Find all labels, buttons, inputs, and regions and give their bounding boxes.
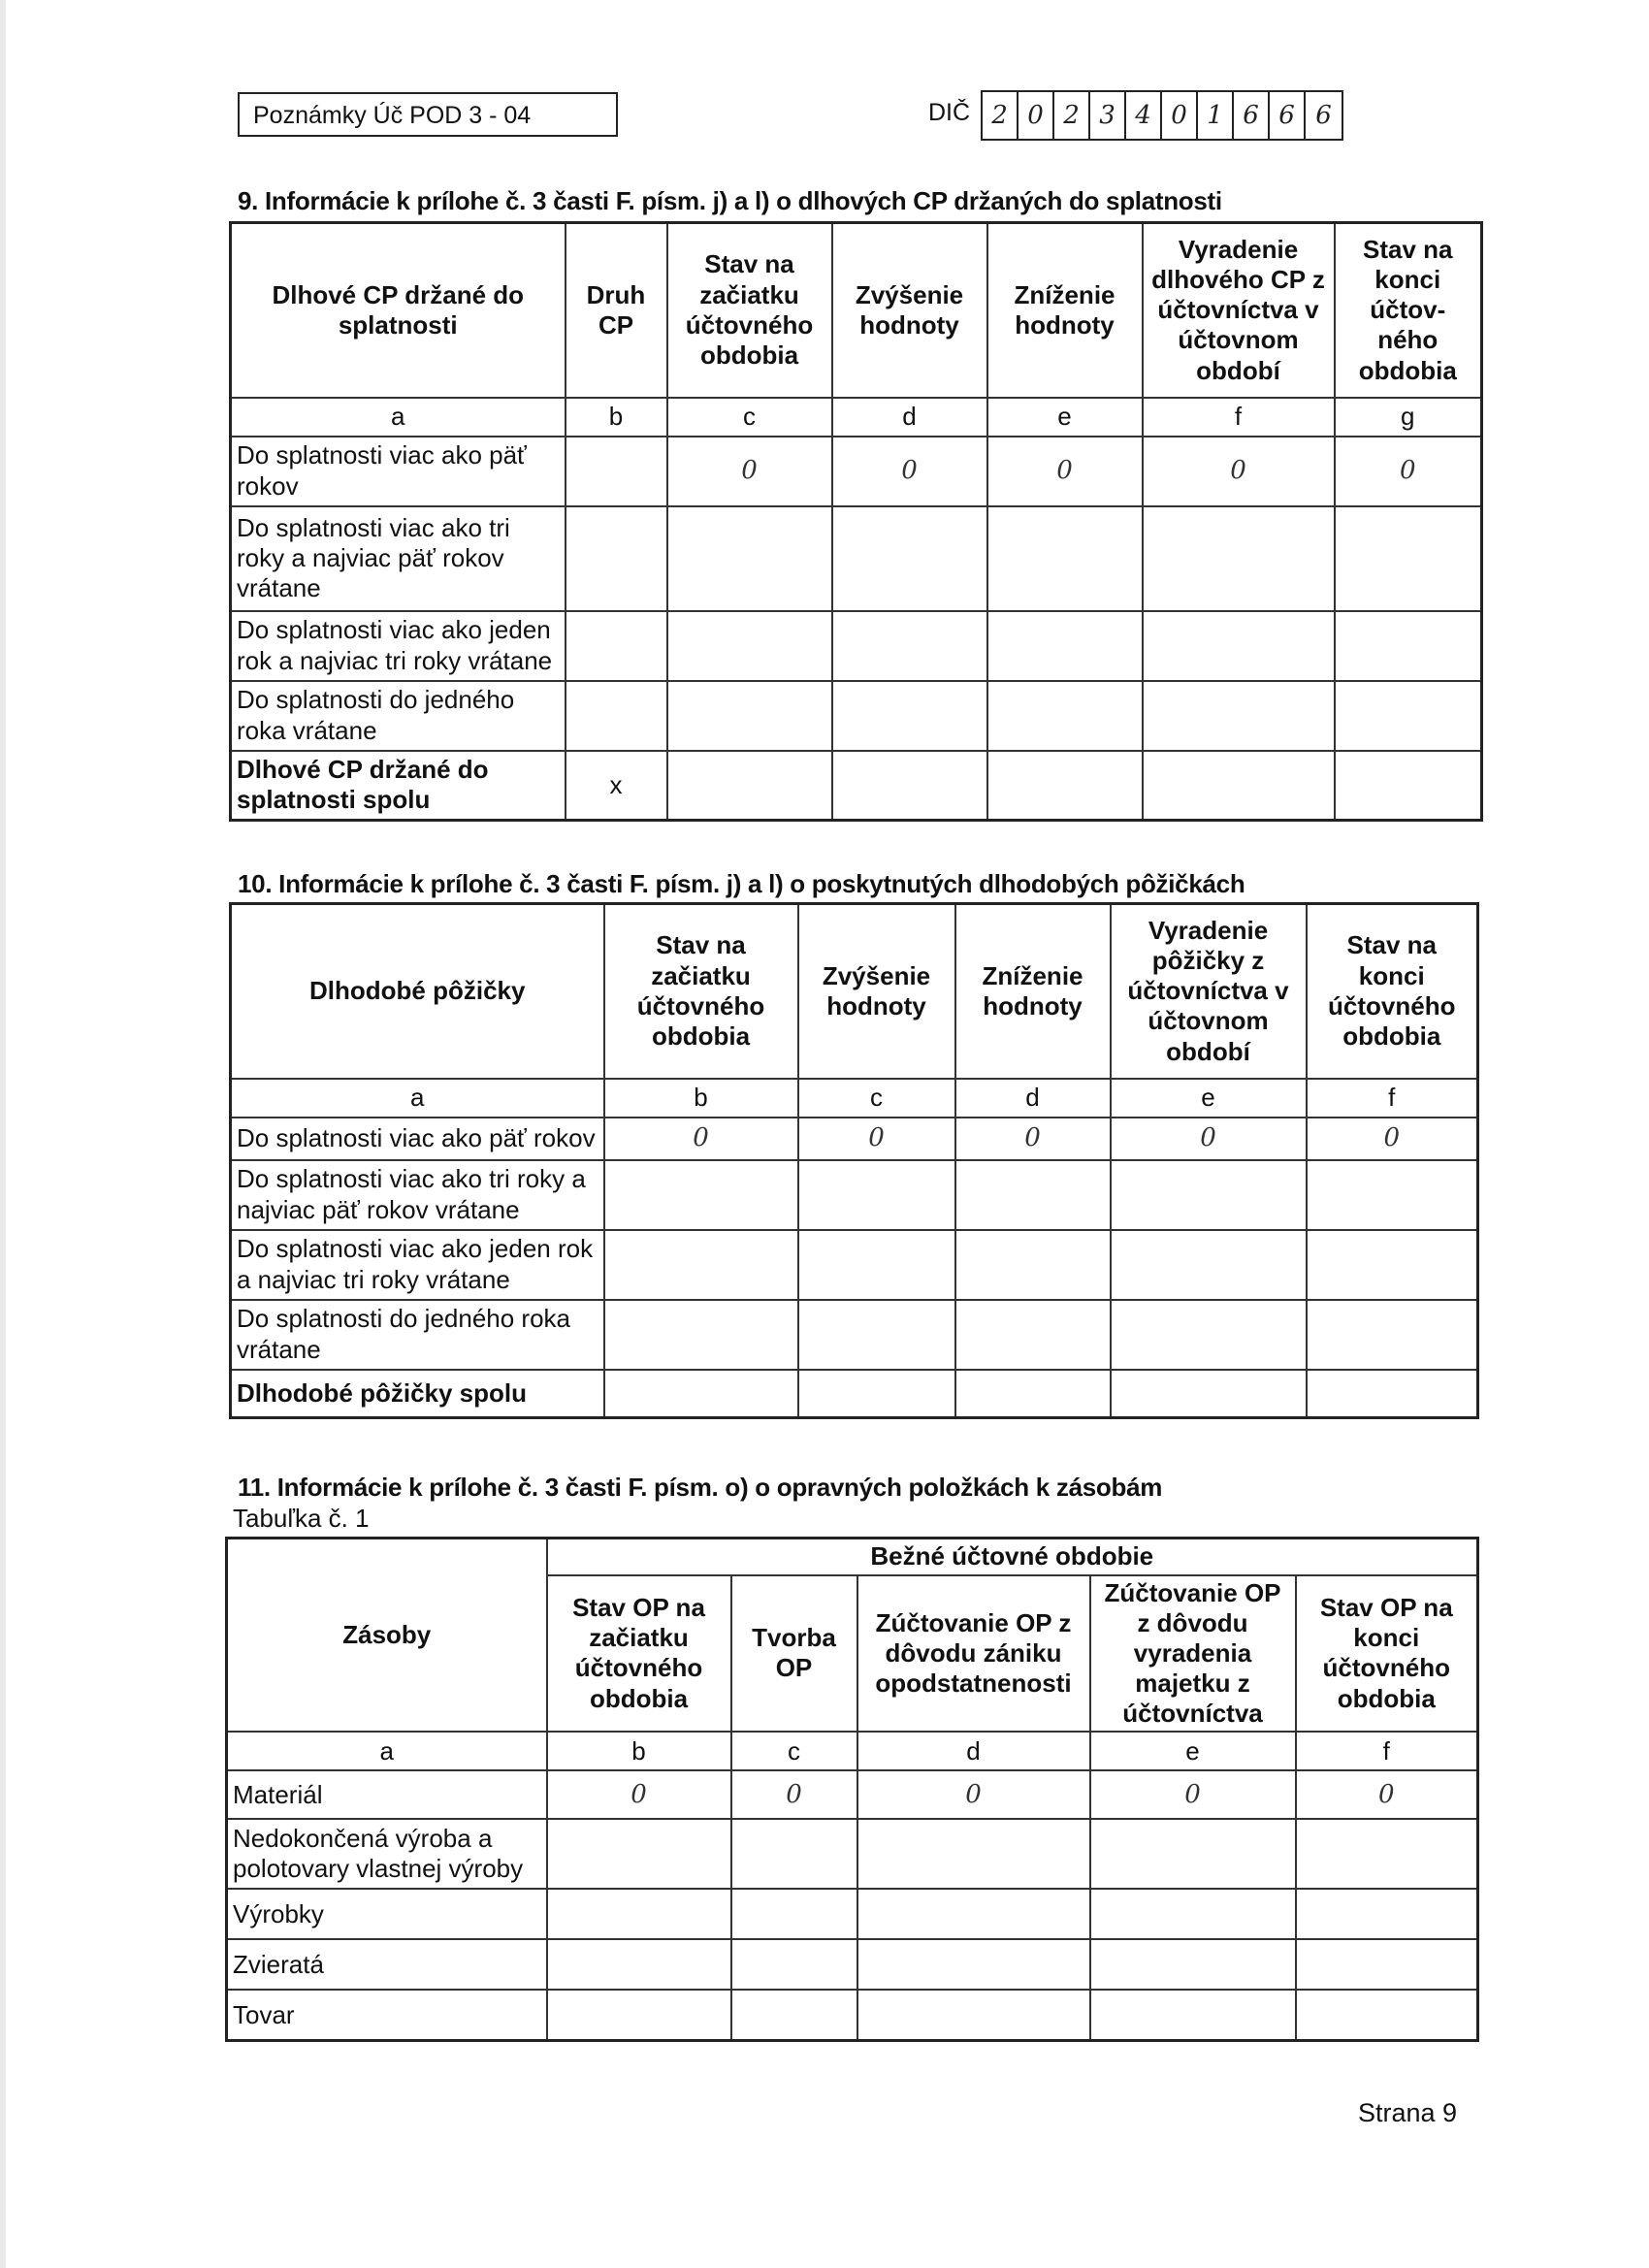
cell-value: 0 bbox=[731, 1770, 857, 1819]
section11-group-row bbox=[227, 1539, 1478, 1575]
cell-value bbox=[1307, 1370, 1478, 1418]
section10-title: 10. Informácie k prílohe č. 3 časti F. písm. j) a l) o poskytnutých dlhodobých pôžičkách bbox=[238, 869, 1245, 898]
col-letter: a bbox=[231, 1079, 604, 1118]
cell-value bbox=[1335, 681, 1482, 751]
cell-value bbox=[955, 1160, 1111, 1230]
row-label: Do splatnosti viac ako päť rokov bbox=[231, 1118, 604, 1160]
cell-value bbox=[731, 1819, 857, 1889]
cell-value: 0 bbox=[987, 437, 1143, 506]
cell-value: 0 bbox=[547, 1770, 731, 1819]
table-row bbox=[231, 1230, 1478, 1300]
cell-value bbox=[604, 1370, 798, 1418]
cell-value bbox=[1090, 1889, 1296, 1939]
cell-value bbox=[987, 681, 1143, 751]
col-letter: d bbox=[832, 398, 987, 437]
cell-value bbox=[731, 1990, 857, 2040]
col-header: Dlhodobé pôžičky bbox=[231, 904, 604, 1079]
cell-value bbox=[955, 1300, 1111, 1370]
cell-value bbox=[1296, 1939, 1478, 1990]
cell-value bbox=[1307, 1230, 1478, 1300]
row-label: Do splatnosti viac ako päť rokov bbox=[231, 437, 566, 506]
cell-value bbox=[731, 1939, 857, 1990]
cell-value: 0 bbox=[604, 1118, 798, 1160]
col-letter: b bbox=[604, 1079, 798, 1118]
cell-value bbox=[832, 506, 987, 611]
cell-value bbox=[857, 1990, 1090, 2040]
cell-value bbox=[1111, 1370, 1307, 1418]
cell-value: 0 bbox=[1307, 1118, 1478, 1160]
col-header: Stav na konci účtovného obdobia bbox=[1307, 904, 1478, 1079]
cell-type: x bbox=[566, 751, 667, 821]
table-caption: Tabuľka č. 1 bbox=[233, 1504, 370, 1533]
dic-digit: 0 bbox=[1162, 92, 1198, 139]
cell-value bbox=[667, 751, 832, 821]
table-row bbox=[227, 1990, 1478, 2040]
cell-value bbox=[955, 1370, 1111, 1418]
section10-letter-row bbox=[231, 1079, 1478, 1118]
cell-value bbox=[987, 611, 1143, 681]
cell-value bbox=[1111, 1300, 1307, 1370]
col-letter: e bbox=[987, 398, 1143, 437]
cell-type bbox=[566, 611, 667, 681]
row-label: Zvieratá bbox=[227, 1939, 547, 1990]
col-header: Vyradenie dlhového CP z účtovníctva v účtovnom období bbox=[1143, 223, 1335, 398]
col-letter: c bbox=[798, 1079, 955, 1118]
cell-type bbox=[566, 437, 667, 506]
cell-value bbox=[987, 751, 1143, 821]
dic-digit: 4 bbox=[1126, 92, 1162, 139]
section9-title: 9. Informácie k prílohe č. 3 časti F. písm. j) a l) o dlhových CP držaných do splatnosti bbox=[238, 186, 1222, 215]
table-row bbox=[231, 1300, 1478, 1370]
cell-value bbox=[1335, 751, 1482, 821]
cell-value bbox=[547, 1939, 731, 1990]
row-label: Do splatnosti viac ako jeden rok a najviac tri roky vrátane bbox=[231, 611, 566, 681]
col-header: Zníženie hodnoty bbox=[955, 904, 1111, 1079]
cell-value bbox=[1335, 506, 1482, 611]
table-row bbox=[227, 1889, 1478, 1939]
cell-value bbox=[1090, 1819, 1296, 1889]
cell-value bbox=[832, 751, 987, 821]
section9-header-row bbox=[231, 223, 1482, 398]
form-label-box bbox=[238, 92, 618, 137]
cell-value bbox=[1143, 506, 1335, 611]
section11-letter-row bbox=[227, 1732, 1478, 1770]
section9-letter-row bbox=[231, 398, 1482, 437]
col-header: Stav na konci účtov-ného obdobia bbox=[1335, 223, 1482, 398]
cell-value: 0 bbox=[1143, 437, 1335, 506]
cell-value bbox=[1090, 1990, 1296, 2040]
group-header: Bežné účtovné obdobie bbox=[547, 1539, 1478, 1575]
col-letter: g bbox=[1335, 398, 1482, 437]
cell-value bbox=[1111, 1230, 1307, 1300]
cell-value bbox=[547, 1819, 731, 1889]
table-row bbox=[231, 1118, 1478, 1160]
cell-type bbox=[566, 681, 667, 751]
cell-value bbox=[1143, 611, 1335, 681]
cell-value bbox=[604, 1300, 798, 1370]
col-header: Stav OP na začiatku účtovného obdobia bbox=[547, 1575, 731, 1733]
table-row bbox=[231, 437, 1482, 506]
table-row bbox=[227, 1939, 1478, 1990]
cell-value bbox=[1296, 1819, 1478, 1889]
col-header: Stav na začiatku účtovného obdobia bbox=[604, 904, 798, 1079]
col-header: Zvýšenie hodnoty bbox=[832, 223, 987, 398]
dic-digit: 6 bbox=[1234, 92, 1270, 139]
cell-value: 0 bbox=[1335, 437, 1482, 506]
cell-value bbox=[667, 611, 832, 681]
cell-value: 0 bbox=[857, 1770, 1090, 1819]
cell-value: 0 bbox=[1296, 1770, 1478, 1819]
cell-value bbox=[604, 1230, 798, 1300]
cell-value bbox=[547, 1990, 731, 2040]
col-letter: a bbox=[227, 1732, 547, 1770]
col-letter: f bbox=[1143, 398, 1335, 437]
col-header: Druh CP bbox=[566, 223, 667, 398]
col-header: Dlhové CP držané do splatnosti bbox=[231, 223, 566, 398]
table-row bbox=[227, 1770, 1478, 1819]
col-header: Zúčtovanie OP z dôvodu vyradenia majetku z účtovníctva bbox=[1090, 1575, 1296, 1733]
cell-value bbox=[1143, 681, 1335, 751]
cell-value bbox=[832, 611, 987, 681]
cell-value bbox=[955, 1230, 1111, 1300]
cell-value bbox=[667, 681, 832, 751]
row-label: Do splatnosti viac ako tri roky a najviac päť rokov vrátane bbox=[231, 1160, 604, 1230]
row-label: Výrobky bbox=[227, 1889, 547, 1939]
cell-value: 0 bbox=[832, 437, 987, 506]
table-row-total bbox=[231, 751, 1482, 821]
cell-value: 0 bbox=[1090, 1770, 1296, 1819]
row-label: Materiál bbox=[227, 1770, 547, 1819]
cell-value bbox=[1296, 1889, 1478, 1939]
dic-label: DIČ bbox=[928, 99, 971, 126]
table-row-total bbox=[231, 1370, 1478, 1418]
cell-value: 0 bbox=[667, 437, 832, 506]
col-letter: f bbox=[1307, 1079, 1478, 1118]
section9-table bbox=[229, 221, 1483, 822]
scan-edge bbox=[0, 0, 6, 2268]
cell-value bbox=[1111, 1160, 1307, 1230]
row-label: Dlhové CP držané do splatnosti spolu bbox=[231, 751, 566, 821]
col-header: Zúčtovanie OP z dôvodu zániku opodstatnenosti bbox=[857, 1575, 1090, 1733]
dic-digit: 6 bbox=[1270, 92, 1306, 139]
table-row bbox=[231, 681, 1482, 751]
col-letter: f bbox=[1296, 1732, 1478, 1770]
col-letter: e bbox=[1090, 1732, 1296, 1770]
cell-value bbox=[798, 1160, 955, 1230]
dic-boxes bbox=[981, 90, 1343, 141]
dic-digit: 2 bbox=[1054, 92, 1090, 139]
col-header: Stav na začiatku účtovného obdobia bbox=[667, 223, 832, 398]
col-letter: d bbox=[857, 1732, 1090, 1770]
col-header: Zvýšenie hodnoty bbox=[798, 904, 955, 1079]
cell-value bbox=[1143, 751, 1335, 821]
cell-value: 0 bbox=[1111, 1118, 1307, 1160]
cell-value: 0 bbox=[955, 1118, 1111, 1160]
cell-value bbox=[1307, 1300, 1478, 1370]
cell-value bbox=[1335, 611, 1482, 681]
cell-value bbox=[731, 1889, 857, 1939]
cell-value bbox=[857, 1939, 1090, 1990]
section10-header-row bbox=[231, 904, 1478, 1079]
cell-value bbox=[1090, 1939, 1296, 1990]
cell-value bbox=[857, 1819, 1090, 1889]
col-header: Tvorba OP bbox=[731, 1575, 857, 1733]
cell-value bbox=[798, 1370, 955, 1418]
table-row bbox=[231, 611, 1482, 681]
row-label: Dlhodobé pôžičky spolu bbox=[231, 1370, 604, 1418]
col-header: Stav OP na konci účtovného obdobia bbox=[1296, 1575, 1478, 1733]
row-label: Do splatnosti viac ako jeden rok a najviac tri roky vrátane bbox=[231, 1230, 604, 1300]
col-letter: b bbox=[547, 1732, 731, 1770]
section10-table bbox=[229, 902, 1479, 1419]
row-label: Nedokončená výroba a polotovary vlastnej výroby bbox=[227, 1819, 547, 1889]
table-row bbox=[231, 1160, 1478, 1230]
dic-digit: 2 bbox=[983, 92, 1018, 139]
cell-type bbox=[566, 506, 667, 611]
dic-digit: 6 bbox=[1315, 101, 1332, 130]
col-letter: c bbox=[731, 1732, 857, 1770]
cell-value bbox=[832, 681, 987, 751]
section11-table bbox=[225, 1537, 1479, 2042]
dic-digit: 0 bbox=[1018, 92, 1054, 139]
row-label: Do splatnosti do jedného roka vrátane bbox=[231, 1300, 604, 1370]
dic-digit: 1 bbox=[1198, 92, 1234, 139]
col-header: Zásoby bbox=[227, 1539, 547, 1733]
cell-value bbox=[667, 506, 832, 611]
cell-value bbox=[604, 1160, 798, 1230]
row-label: Do splatnosti do jedného roka vrátane bbox=[231, 681, 566, 751]
cell-value bbox=[987, 506, 1143, 611]
form-label: Poznámky Úč POD 3 - 04 bbox=[253, 102, 532, 129]
row-label: Do splatnosti viac ako tri roky a najviac päť rokov vrátane bbox=[231, 506, 566, 611]
cell-value bbox=[547, 1889, 731, 1939]
dic-digit: 3 bbox=[1090, 92, 1126, 139]
col-letter: b bbox=[566, 398, 667, 437]
col-letter: d bbox=[955, 1079, 1111, 1118]
cell-value: 0 bbox=[798, 1118, 955, 1160]
table-row bbox=[227, 1819, 1478, 1889]
table-row bbox=[231, 506, 1482, 611]
cell-value bbox=[1296, 1990, 1478, 2040]
col-letter: e bbox=[1111, 1079, 1307, 1118]
cell-value bbox=[1307, 1160, 1478, 1230]
section11-title: 11. Informácie k prílohe č. 3 časti F. písm. o) o opravných položkách k zásobám bbox=[238, 1473, 1163, 1502]
cell-value bbox=[857, 1889, 1090, 1939]
cell-value bbox=[798, 1300, 955, 1370]
col-letter: c bbox=[667, 398, 832, 437]
row-label: Tovar bbox=[227, 1990, 547, 2040]
cell-value bbox=[798, 1230, 955, 1300]
col-header: Vyradenie pôžičky z účtovníctva v účtovnom období bbox=[1111, 904, 1307, 1079]
col-letter: a bbox=[231, 398, 566, 437]
col-header: Zníženie hodnoty bbox=[987, 223, 1143, 398]
page-number: Strana 9 bbox=[1358, 2098, 1458, 2127]
